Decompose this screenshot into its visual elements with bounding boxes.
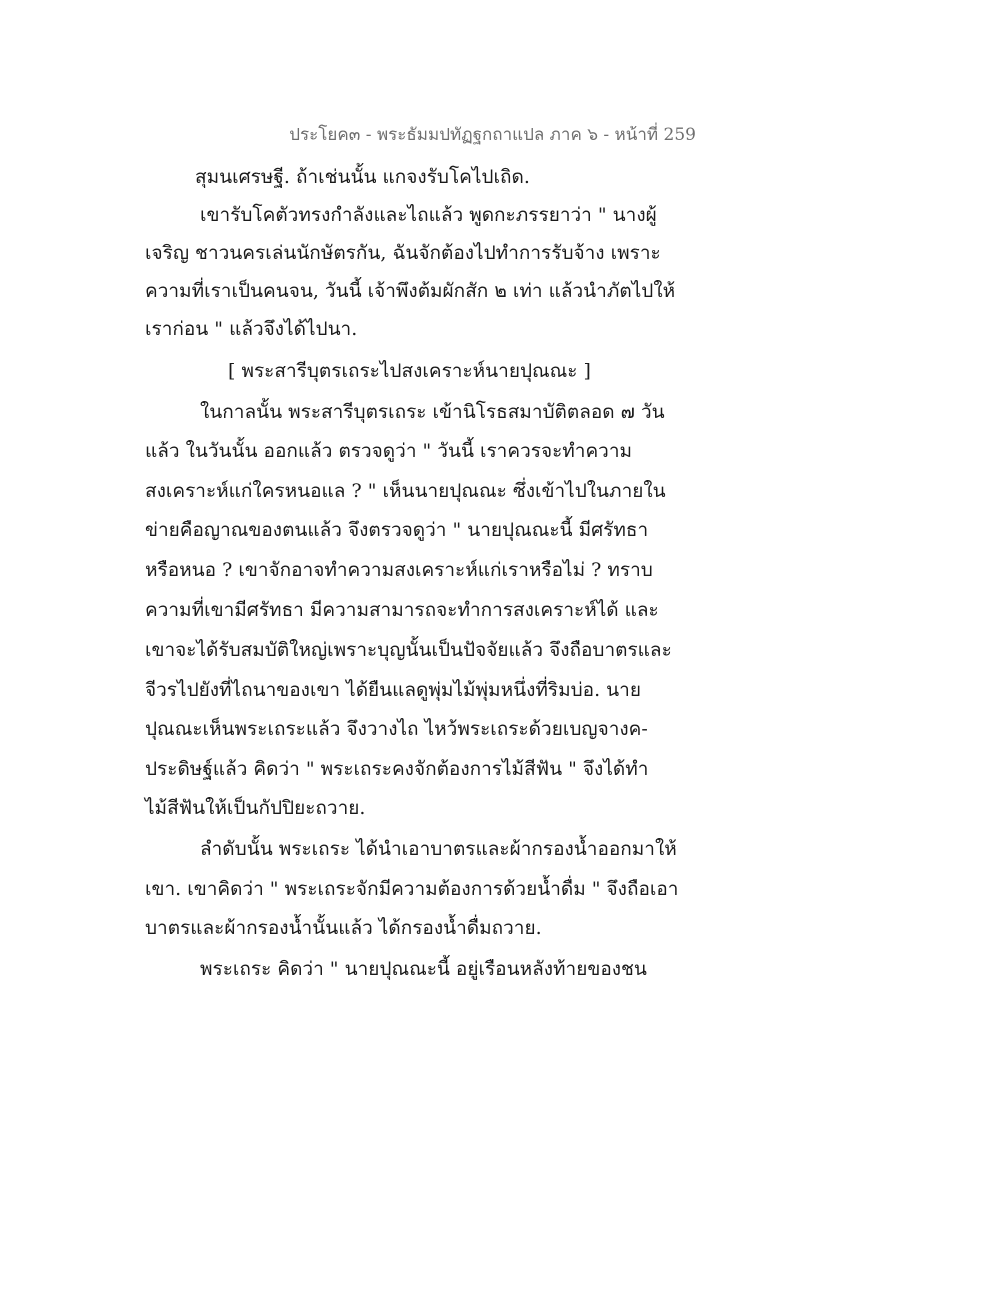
text-line: จีวรไปยังที่ไถนาของเขา ได้ยืนแลดูพุ่มไม้พุ่มหนึ่งที่ริมบ่อ. นาย [145, 679, 641, 701]
text-line: แล้ว ในวันนั้น ออกแล้ว ตรวจดูว่า " วันนี้ เราควรจะทำความ [145, 440, 633, 462]
text-line: ไม้สีฟันให้เป็นกัปปิยะถวาย. [145, 797, 366, 819]
text-line: ความที่เขามีศรัทธา มีความสามารถจะทำการสงเคราะห์ได้ และ [145, 599, 659, 621]
text-line: สุมนเศรษฐี. ถ้าเช่นนั้น แกจงรับโคไปเถิด. [195, 166, 530, 188]
text-line: เจริญ ชาวนครเล่นนักษัตรกัน, ฉันจักต้องไปทำการรับจ้าง เพราะ [145, 242, 661, 264]
text-line: ลำดับนั้น พระเถระ ได้นำเอาบาตรและผ้ากรองน้ำออกมาให้ [200, 838, 677, 860]
text-line: เขา. เขาคิดว่า " พระเถระจักมีความต้องการด้วยน้ำดื่ม " จึงถือเอา [145, 878, 679, 900]
text-line: เขารับโคตัวทรงกำลังและไถแล้ว พูดกะภรรยาว่า " นางผู้ [200, 204, 657, 226]
text-line: เขาจะได้รับสมบัติใหญ่เพราะบุญนั้นเป็นปัจจัยแล้ว จึงถือบาตรและ [145, 639, 672, 661]
text-line: ในกาลนั้น พระสารีบุตรเถระ เข้านิโรธสมาบัติตลอด ๗ วัน [200, 401, 665, 423]
page-header: ประโยค๓ - พระธัมมปทัฏฐกถาแปล ภาค ๖ - หน้าที่ 259 [289, 125, 696, 145]
text-line: ปุณณะเห็นพระเถระแล้ว จึงวางไถ ไหว้พระเถระด้วยเบญจางค- [145, 718, 648, 740]
text-line: ข่ายคือญาณของตนแล้ว จึงตรวจดูว่า " นายปุณณะนี้ มีศรัทธา [145, 519, 649, 541]
text-line: ประดิษฐ์แล้ว คิดว่า " พระเถระคงจักต้องการไม้สีฟัน " จึงได้ทำ [145, 758, 649, 780]
text-line: ความที่เราเป็นคนจน, วันนี้ เจ้าพึงต้มผักสัก ๒ เท่า แล้วนำภัตไปให้ [145, 280, 676, 302]
text-line: พระเถระ คิดว่า " นายปุณณะนี้ อยู่เรือนหลังท้ายของชน [200, 958, 647, 980]
section-heading: [ พระสารีบุตรเถระไปสงเคราะห์นายปุณณะ ] [228, 360, 591, 382]
text-line: เราก่อน " แล้วจึงได้ไปนา. [145, 318, 358, 340]
text-line: สงเคราะห์แก่ใครหนอแล ? " เห็นนายปุณณะ ซึ่งเข้าไปในภายใน [145, 480, 666, 502]
text-line: บาตรและผ้ากรองน้ำนั้นแล้ว ได้กรองน้ำดื่มถวาย. [145, 917, 542, 939]
text-line: หรือหนอ ? เขาจักอาจทำความสงเคราะห์แก่เราหรือไม่ ? ทราบ [145, 559, 653, 581]
